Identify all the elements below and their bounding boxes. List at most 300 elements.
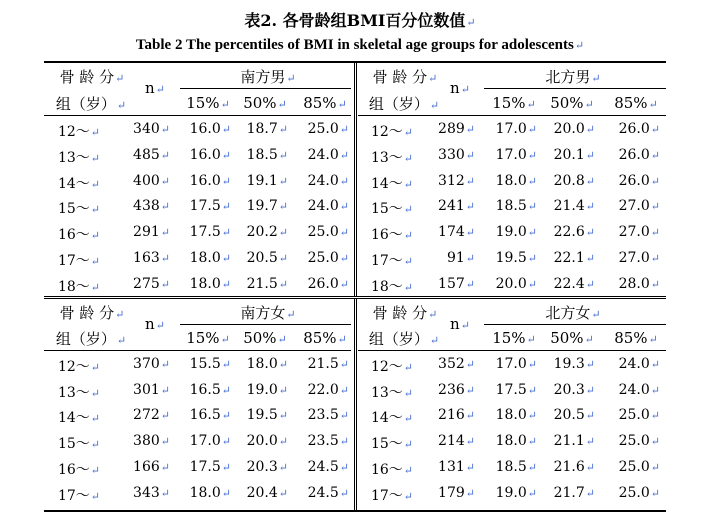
table-title-english: Table 2 The percentiles of BMI in skeletal age groups for adolescents↵	[135, 37, 585, 53]
paragraph-mark: ↵	[278, 149, 288, 162]
header-n-text: n	[450, 79, 460, 97]
header-age-group-line2	[50, 93, 132, 114]
paragraph-mark: ↵	[160, 278, 170, 291]
paragraph-mark: ↵	[403, 464, 413, 477]
row-p15-text: 18.0	[495, 407, 527, 423]
paragraph-mark: ↵	[403, 126, 413, 139]
row-n	[429, 356, 475, 372]
row-age-group	[359, 356, 413, 376]
row-p50-text: 18.0	[246, 356, 278, 372]
row-n-text: 216	[438, 407, 465, 423]
paragraph-mark: ↵	[278, 278, 288, 291]
row-p85-text: 25.0	[618, 485, 650, 501]
row-age-group-text: 18～	[370, 279, 403, 295]
row-p85	[291, 485, 349, 501]
header-p85-text: 85%	[303, 329, 337, 347]
row-p50-text: 19.5	[246, 407, 278, 423]
header-age-group-line2	[363, 328, 445, 349]
header-n-text: n	[145, 79, 155, 97]
row-p85	[602, 356, 660, 372]
row-n	[124, 250, 170, 266]
paragraph-mark: ↵	[465, 200, 475, 213]
row-p15-text: 19.5	[495, 250, 527, 266]
header-bottom-rule-0	[44, 115, 351, 116]
paragraph-mark: ↵	[221, 278, 231, 291]
row-p15-text: 18.0	[189, 276, 221, 292]
row-p50-text: 20.2	[246, 224, 278, 240]
paragraph-mark: ↵	[527, 435, 537, 448]
header-n	[445, 79, 475, 97]
row-p85	[291, 407, 349, 423]
row-p85	[602, 276, 660, 292]
row-p85-text: 25.0	[307, 121, 339, 137]
paragraph-mark: ↵	[465, 278, 475, 291]
paragraph-mark: ↵	[339, 435, 349, 448]
row-p15-text: 17.5	[189, 198, 221, 214]
row-n-text: 166	[133, 459, 160, 475]
row-age-group	[46, 147, 100, 167]
row-n-text: 241	[438, 198, 465, 214]
paragraph-mark: ↵	[221, 252, 231, 265]
paragraph-mark: ↵	[90, 438, 100, 451]
row-age-group	[46, 356, 100, 376]
paragraph-mark: ↵	[339, 461, 349, 474]
row-n	[124, 459, 170, 475]
paragraph-mark: ↵	[403, 438, 413, 451]
row-p50-text: 21.4	[553, 198, 585, 214]
paragraph-mark: ↵	[403, 281, 413, 294]
paragraph-mark: ↵	[650, 278, 660, 291]
row-p15	[481, 459, 537, 475]
paragraph-mark: ↵	[90, 281, 100, 294]
row-p15	[175, 198, 231, 214]
row-n	[124, 485, 170, 501]
row-p50	[539, 224, 595, 240]
row-age-group	[359, 276, 413, 296]
row-n-text: 438	[133, 198, 160, 214]
row-p50	[232, 147, 288, 163]
row-p15-text: 20.0	[495, 276, 527, 292]
header-p50	[240, 94, 290, 112]
header-p50-text: 50%	[550, 94, 584, 112]
header-group-name	[228, 66, 308, 87]
paragraph-mark: ↵	[429, 99, 440, 112]
row-age-group-text: 13～	[370, 150, 403, 166]
paragraph-mark: ↵	[90, 361, 100, 374]
row-age-group-text: 16～	[370, 227, 403, 243]
row-n-text: 272	[133, 407, 160, 423]
row-age-group-text: 15～	[57, 201, 90, 217]
header-group-name	[533, 66, 613, 87]
row-p15-text: 16.5	[189, 407, 221, 423]
row-p50-text: 21.7	[553, 485, 585, 501]
row-p85	[602, 250, 660, 266]
row-n	[429, 198, 475, 214]
paragraph-mark: ↵	[278, 123, 288, 136]
row-n-text: 343	[133, 485, 160, 501]
paragraph-mark: ↵	[650, 175, 660, 188]
row-p50	[539, 198, 595, 214]
paragraph-mark: ↵	[465, 226, 475, 239]
row-p85-text: 27.0	[618, 198, 650, 214]
header-p85	[608, 329, 664, 347]
row-p50	[232, 356, 288, 372]
header-p50-text: 50%	[243, 94, 277, 112]
row-n	[429, 485, 475, 501]
paragraph-mark: ↵	[527, 226, 537, 239]
paragraph-mark: ↵	[278, 409, 288, 422]
paragraph-mark: ↵	[155, 83, 165, 96]
row-n	[124, 173, 170, 189]
paragraph-mark: ↵	[650, 358, 660, 371]
row-n	[124, 224, 170, 240]
row-age-group-text: 13～	[57, 385, 90, 401]
row-p15	[481, 173, 537, 189]
row-p15	[481, 250, 537, 266]
row-n-text: 291	[133, 224, 160, 240]
paragraph-mark: ↵	[160, 409, 170, 422]
row-p15-text: 16.0	[189, 121, 221, 137]
subheader-rule-3	[484, 324, 666, 325]
paragraph-mark: ↵	[160, 384, 170, 397]
header-p50	[547, 329, 597, 347]
paragraph-mark: ↵	[585, 149, 595, 162]
row-n	[124, 382, 170, 398]
paragraph-mark: ↵	[460, 83, 470, 96]
header-p15	[183, 329, 233, 347]
row-p50-text: 18.5	[246, 147, 278, 163]
paragraph-mark: ↵	[526, 333, 536, 346]
row-n	[429, 407, 475, 423]
paragraph-mark: ↵	[650, 487, 660, 500]
header-age-group-line1	[365, 302, 445, 323]
paragraph-mark: ↵	[527, 487, 537, 500]
row-p50	[232, 382, 288, 398]
header-age-group-line2-text: 组（岁）	[55, 330, 116, 348]
row-p50	[232, 407, 288, 423]
row-p15-text: 18.0	[189, 250, 221, 266]
row-p85-text: 24.0	[618, 356, 650, 372]
paragraph-mark: ↵	[428, 308, 438, 321]
row-age-group-text: 14～	[370, 176, 403, 192]
row-p50-text: 22.1	[553, 250, 585, 266]
row-p15	[175, 433, 231, 449]
row-p50-text: 20.8	[553, 173, 585, 189]
paragraph-mark: ↵	[465, 358, 475, 371]
row-age-group-text: 16～	[57, 462, 90, 478]
row-p15	[481, 485, 537, 501]
paragraph-mark: ↵	[527, 278, 537, 291]
paragraph-mark: ↵	[585, 252, 595, 265]
paragraph-mark: ↵	[585, 435, 595, 448]
row-p15	[481, 276, 537, 292]
row-p50-text: 20.0	[553, 121, 585, 137]
header-group-name-text: 北方男	[545, 68, 591, 86]
paragraph-mark: ↵	[527, 252, 537, 265]
row-age-group	[46, 224, 100, 244]
paragraph-mark: ↵	[221, 123, 231, 136]
row-p85-text: 24.5	[307, 459, 339, 475]
paragraph-mark: ↵	[90, 152, 100, 165]
row-p15	[175, 459, 231, 475]
row-p15	[175, 356, 231, 372]
subheader-rule-2	[180, 324, 351, 325]
paragraph-mark: ↵	[90, 387, 100, 400]
paragraph-mark: ↵	[429, 334, 440, 347]
row-age-group	[46, 198, 100, 218]
paragraph-mark: ↵	[465, 435, 475, 448]
row-p85	[602, 433, 660, 449]
row-p50	[539, 459, 595, 475]
paragraph-mark: ↵	[650, 461, 660, 474]
row-p50	[539, 147, 595, 163]
paragraph-mark: ↵	[428, 72, 438, 85]
row-p15-text: 18.5	[495, 459, 527, 475]
paragraph-mark: ↵	[650, 252, 660, 265]
row-p85	[602, 147, 660, 163]
paragraph-mark: ↵	[585, 200, 595, 213]
row-p85-text: 24.0	[307, 198, 339, 214]
paragraph-mark: ↵	[339, 226, 349, 239]
paragraph-mark: ↵	[650, 409, 660, 422]
row-p85-text: 27.0	[618, 224, 650, 240]
paragraph-mark: ↵	[160, 358, 170, 371]
paragraph-mark: ↵	[465, 461, 475, 474]
row-p15-text: 19.0	[495, 485, 527, 501]
paragraph-mark: ↵	[585, 123, 595, 136]
row-p15-text: 19.0	[495, 224, 527, 240]
paragraph-mark: ↵	[90, 178, 100, 191]
row-p50-text: 20.3	[246, 459, 278, 475]
row-n	[429, 121, 475, 137]
row-age-group	[359, 121, 413, 141]
paragraph-mark: ↵	[585, 384, 595, 397]
header-p85-text: 85%	[614, 94, 648, 112]
header-n-text: n	[145, 315, 155, 333]
paragraph-mark: ↵	[591, 72, 601, 85]
header-group-name-text: 南方男	[240, 68, 286, 86]
row-p50	[539, 173, 595, 189]
row-n-text: 352	[438, 356, 465, 372]
header-n-text: n	[450, 315, 460, 333]
paragraph-mark: ↵	[585, 461, 595, 474]
row-p50-text: 19.7	[246, 198, 278, 214]
row-p85-text: 23.5	[307, 433, 339, 449]
row-n-text: 174	[438, 224, 465, 240]
row-p15-text: 17.5	[189, 459, 221, 475]
row-p50	[539, 407, 595, 423]
row-age-group	[359, 250, 413, 270]
row-p50	[232, 173, 288, 189]
paragraph-mark: ↵	[278, 435, 288, 448]
header-p50	[240, 329, 290, 347]
row-p85	[291, 147, 349, 163]
row-p50-text: 20.0	[246, 433, 278, 449]
paragraph-mark: ↵	[650, 384, 660, 397]
header-n	[140, 79, 170, 97]
row-n-text: 91	[446, 250, 465, 266]
row-n-text: 330	[438, 147, 465, 163]
paragraph-mark: ↵	[527, 175, 537, 188]
row-p15-text: 16.0	[189, 173, 221, 189]
row-age-group-text: 17～	[57, 253, 90, 269]
header-age-group-line1	[365, 66, 445, 87]
paragraph-mark: ↵	[221, 487, 231, 500]
paragraph-mark: ↵	[339, 358, 349, 371]
row-age-group-text: 18～	[57, 279, 90, 295]
row-age-group	[46, 485, 100, 505]
paragraph-mark: ↵	[278, 487, 288, 500]
paragraph-mark: ↵	[160, 175, 170, 188]
row-p50	[539, 276, 595, 292]
paragraph-mark: ↵	[403, 178, 413, 191]
paragraph-mark: ↵	[286, 308, 296, 321]
paragraph-mark: ↵	[403, 152, 413, 165]
row-p15	[175, 382, 231, 398]
row-n-text: 157	[438, 276, 465, 292]
header-n	[445, 315, 475, 333]
row-p85-text: 24.0	[618, 382, 650, 398]
row-n-text: 289	[438, 121, 465, 137]
row-age-group-text: 13～	[57, 150, 90, 166]
paragraph-mark: ↵	[221, 175, 231, 188]
paragraph-mark: ↵	[403, 412, 413, 425]
row-p85	[291, 121, 349, 137]
paragraph-mark: ↵	[403, 255, 413, 268]
row-n-text: 163	[133, 250, 160, 266]
paragraph-mark: ↵	[648, 333, 658, 346]
paragraph-mark: ↵	[221, 435, 231, 448]
row-p15	[175, 407, 231, 423]
row-p15	[175, 250, 231, 266]
paragraph-mark: ↵	[337, 98, 347, 111]
row-p85	[602, 485, 660, 501]
row-p50	[232, 276, 288, 292]
row-p85	[291, 224, 349, 240]
paragraph-mark: ↵	[278, 226, 288, 239]
row-age-group	[359, 485, 413, 505]
table-bottom-rule	[44, 510, 666, 512]
row-p15-text: 16.5	[189, 382, 221, 398]
row-n	[124, 276, 170, 292]
paragraph-mark: ↵	[278, 175, 288, 188]
row-n-text: 275	[133, 276, 160, 292]
row-p15-text: 18.5	[495, 198, 527, 214]
paragraph-mark: ↵	[403, 229, 413, 242]
paragraph-mark: ↵	[648, 98, 658, 111]
row-p85-text: 27.0	[618, 250, 650, 266]
header-p85	[608, 94, 664, 112]
row-n	[429, 147, 475, 163]
row-age-group	[46, 121, 100, 141]
paragraph-mark: ↵	[221, 461, 231, 474]
paragraph-mark: ↵	[403, 387, 413, 400]
header-age-group-line1	[52, 66, 132, 87]
row-age-group	[46, 382, 100, 402]
row-age-group-text: 17～	[370, 488, 403, 504]
row-p50	[232, 224, 288, 240]
subheader-rule-0	[180, 88, 351, 89]
paragraph-mark: ↵	[650, 200, 660, 213]
header-age-group-line1	[52, 302, 132, 323]
row-p85	[602, 224, 660, 240]
paragraph-mark: ↵	[286, 72, 296, 85]
row-age-group-text: 12～	[370, 359, 403, 375]
row-age-group	[46, 276, 100, 296]
paragraph-mark: ↵	[527, 200, 537, 213]
row-p15-text: 18.0	[495, 433, 527, 449]
paragraph-mark: ↵	[90, 464, 100, 477]
paragraph-mark: ↵	[585, 409, 595, 422]
row-age-group	[46, 250, 100, 270]
row-p85-text: 26.0	[307, 276, 339, 292]
row-n-text: 485	[133, 147, 160, 163]
paragraph-mark: ↵	[527, 123, 537, 136]
header-p50-text: 50%	[550, 329, 584, 347]
header-p85	[297, 329, 353, 347]
row-p50-text: 21.5	[246, 276, 278, 292]
paragraph-mark: ↵	[278, 200, 288, 213]
row-p50	[539, 356, 595, 372]
row-n-text: 380	[133, 433, 160, 449]
row-p15	[481, 147, 537, 163]
paragraph-mark: ↵	[277, 333, 287, 346]
paragraph-mark: ↵	[160, 435, 170, 448]
paragraph-mark: ↵	[650, 149, 660, 162]
header-age-group-line2	[363, 93, 445, 114]
row-p50-text: 20.5	[553, 407, 585, 423]
row-p50-text: 20.4	[246, 485, 278, 501]
paragraph-mark: ↵	[160, 200, 170, 213]
row-p50	[232, 433, 288, 449]
paragraph-mark: ↵	[465, 123, 475, 136]
paragraph-mark: ↵	[584, 98, 594, 111]
paragraph-mark: ↵	[90, 203, 100, 216]
paragraph-mark: ↵	[337, 333, 347, 346]
row-p85-text: 26.0	[618, 121, 650, 137]
row-p85	[602, 407, 660, 423]
paragraph-mark: ↵	[115, 308, 125, 321]
paragraph-mark: ↵	[160, 461, 170, 474]
row-p50-text: 20.5	[246, 250, 278, 266]
paragraph-mark: ↵	[339, 149, 349, 162]
row-p15	[481, 121, 537, 137]
row-p85	[291, 276, 349, 292]
table-title-chinese: 表2. 各骨龄组BMI百分位数值↵	[244, 11, 476, 30]
row-p85	[602, 173, 660, 189]
row-age-group	[359, 173, 413, 193]
paragraph-mark: ↵	[115, 72, 125, 85]
paragraph-mark: ↵	[221, 149, 231, 162]
row-p15-text: 16.0	[189, 147, 221, 163]
header-p50	[547, 94, 597, 112]
row-p50	[232, 121, 288, 137]
row-p15	[481, 198, 537, 214]
row-p50	[232, 485, 288, 501]
row-n	[124, 407, 170, 423]
header-p15	[489, 94, 539, 112]
header-bottom-rule-2	[44, 350, 351, 351]
row-p85	[291, 433, 349, 449]
paragraph-mark: ↵	[155, 319, 165, 332]
row-age-group-text: 14～	[370, 410, 403, 426]
row-age-group	[359, 433, 413, 453]
header-p85-text: 85%	[614, 329, 648, 347]
paragraph-mark: ↵	[221, 409, 231, 422]
paragraph-mark: ↵	[160, 226, 170, 239]
paragraph-mark: ↵	[278, 461, 288, 474]
row-p50	[539, 485, 595, 501]
